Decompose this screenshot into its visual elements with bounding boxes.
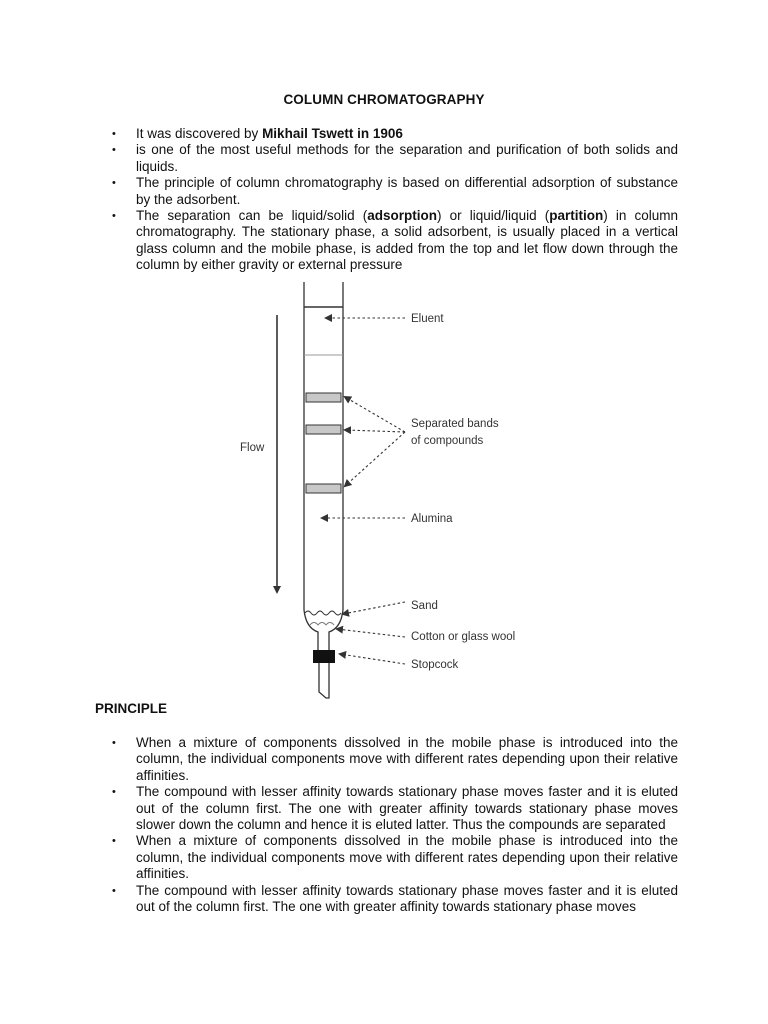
term-adsorption: adsorption	[367, 208, 438, 224]
label-alumina: Alumina	[411, 513, 453, 525]
term-partition: partition	[549, 208, 604, 224]
column-taper	[304, 610, 343, 650]
label-flow: Flow	[240, 442, 265, 454]
band-3	[306, 484, 341, 493]
leader-sand	[343, 602, 405, 614]
list-item: • The compound with lesser affinity towards stationary phase moves faster and it is eluted out of the column first. The one with greater affinity towards stationary phase moves slower down the column and hence it is eluted latter. Thus the compounds are separated	[112, 784, 678, 833]
leader-band-2	[345, 430, 405, 432]
list-item: • The compound with lesser affinity towards stationary phase moves faster and it is eluted out of the column first. The one with greater affinity towards stationary phase moves	[112, 883, 678, 916]
label-sand: Sand	[411, 600, 438, 612]
leader-band-3	[345, 432, 405, 486]
label-bands-line1: Separated bands	[411, 418, 499, 430]
leader-cotton	[337, 629, 405, 637]
intro-bullet-list	[112, 126, 678, 274]
band-2	[306, 425, 341, 434]
label-cotton: Cotton or glass wool	[411, 631, 516, 643]
list-item: • The separation can be liquid/solid (adsorption) or liquid/liquid (partition) in column chromatography. The stationary phase, a solid adsorbent, is usually placed in a vertical glass column and the mobile phase, is added from the top and let flow down through the column by either gravity or external pressure	[112, 208, 678, 274]
leader-band-1	[345, 397, 405, 432]
outlet-tube	[319, 663, 329, 698]
sand-layer	[305, 611, 341, 615]
list-item: • is one of the most useful methods for the separation and purification of both solids and liquids.	[112, 142, 678, 175]
discoverer-name: Mikhail Tswett in 1906	[262, 126, 403, 141]
section-heading-principle: PRINCIPLE	[95, 701, 168, 716]
list-item: • When a mixture of components dissolved in the mobile phase is introduced into the column, the individual components move with different rates depending upon their relative affinities.	[112, 735, 678, 784]
leader-stopcock	[340, 654, 405, 664]
principle-bullet-list	[112, 735, 678, 915]
cotton-wool	[310, 623, 334, 626]
list-item: • It was discovered by Mikhail Tswett in 1906	[112, 126, 678, 142]
stopcock	[313, 650, 335, 663]
label-bands-line2: of compounds	[411, 435, 484, 447]
diagram-svg	[0, 280, 768, 700]
list-item: • The principle of column chromatography is based on differential adsorption of substance by the adsorbent.	[112, 175, 678, 208]
column-chromatography-diagram	[0, 280, 768, 700]
page-title: COLUMN CHROMATOGRAPHY	[283, 92, 485, 107]
list-item: • When a mixture of components dissolved in the mobile phase is introduced into the column, the individual components move with different rates depending upon their relative affinities.	[112, 833, 678, 882]
label-eluent: Eluent	[411, 313, 444, 325]
label-stopcock: Stopcock	[411, 659, 459, 671]
band-1	[306, 393, 341, 402]
